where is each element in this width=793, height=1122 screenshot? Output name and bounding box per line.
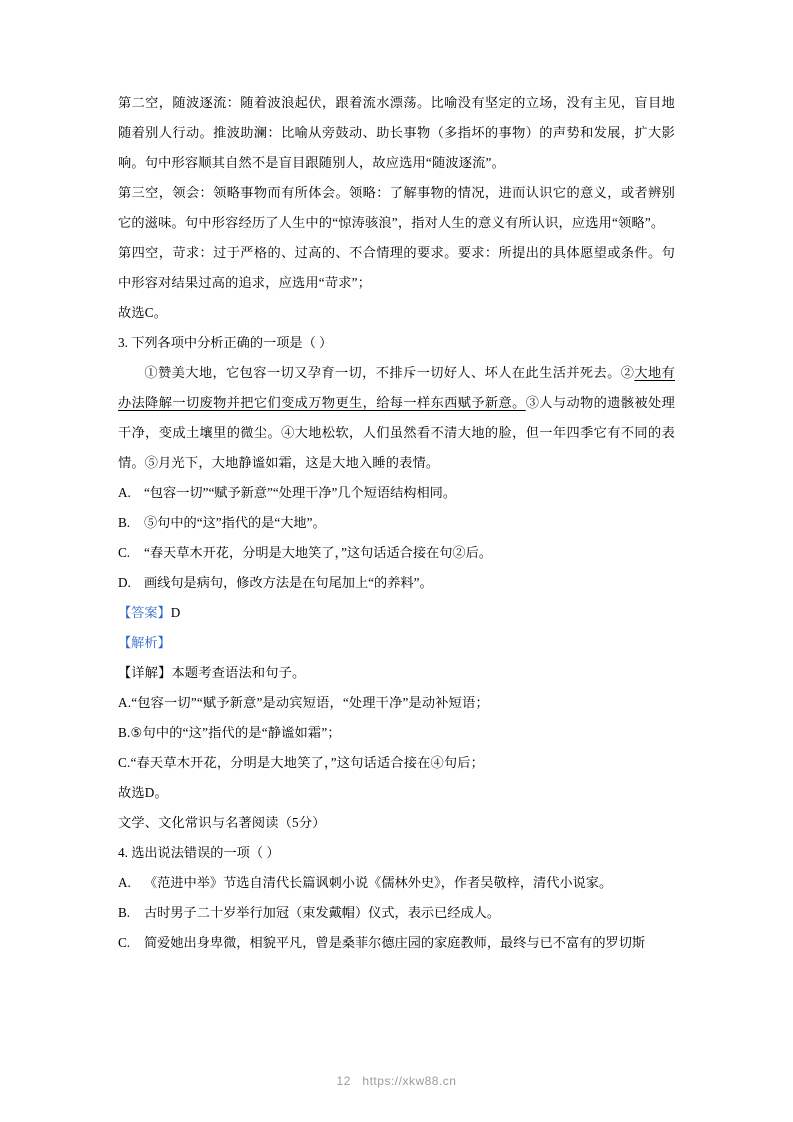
option-text: “春天草木开花，分明是大地笑了，”这句话适合接在句②后。 — [144, 545, 492, 560]
question-3-option-c[interactable] — [118, 538, 675, 568]
option-marker: A. — [118, 875, 131, 890]
option-text: 《范进中举》节选自清代长篇讽刺小说《儒林外史》，作者吴敬梓，清代小说家。 — [144, 875, 613, 890]
option-marker: C. — [118, 545, 131, 560]
section-heading: 文学、文化常识与名著阅读（5分） — [118, 815, 326, 830]
question-3-detail-b: B.⑤句中的“这”指代的是“静谧如霜”； — [118, 725, 341, 740]
option-marker: B. — [118, 905, 131, 920]
question-4-option-b[interactable] — [118, 898, 675, 928]
option-text: ⑤句中的“这”指代的是“大地”。 — [144, 515, 326, 530]
question-3-answer — [118, 598, 675, 628]
question-3-option-b[interactable] — [118, 508, 675, 538]
option-text: 简爱她出身卑微，相貌平凡，曾是桑菲尔德庄园的家庭教师，最终与已不富有的罗切斯 — [144, 935, 646, 950]
question-3-detail-a: A.“包容一切”“赋予新意”是动宾短语，“处理干净”是动补短语； — [118, 695, 489, 710]
paragraph-answer-c: 故选C。 — [118, 305, 168, 320]
question-3-option-a[interactable] — [118, 478, 675, 508]
question-3-passage: ①赞美大地，它包容一切又孕育一切，不排斥一切好人、坏人在此生活并死去。②大地有办法降解一切废物并把它们变成万物更生，给每一样东西赋予新意。③人与动物的遗骸被处理干净，变成土壤里的微尘。④大地松软，人们虽然看不清大地的脸，但一年四季它有不同的表情。⑤月光下，大地静谧如霜，这是大地入睡的表情。 — [118, 365, 676, 470]
question-4-stem: 4. 选出说法错误的一项（ ） — [118, 845, 280, 860]
paragraph-third-blank: 第三空，领会：领略事物而有所体会。领略：了解事物的情况，进而认识它的意义，或者辨别它的滋味。句中形容经历了人生中的“惊涛骇浪”，指对人生的意义有所认识，应选用“领略”。 — [118, 185, 675, 230]
paragraph-second-blank: 第二空，随波逐流：随着波浪起伏，跟着流水漂荡。比喻没有坚定的立场，没有主见，盲目地随着别人行动。推波助澜：比喻从旁鼓动、助长事物（多指坏的事物）的声势和发展，扩大影响。句中形容顺其自然不是盲目跟随别人，故应选用“随波逐流”。 — [118, 95, 675, 170]
question-4-option-a[interactable] — [118, 868, 675, 898]
question-3-analysis-label: 【解析】 — [118, 635, 171, 650]
page-number: 12 — [336, 1074, 351, 1088]
option-marker: A. — [118, 485, 131, 500]
question-3-detail-c: C.“春天草木开花，分明是大地笑了，”这句话适合接在④句后； — [118, 755, 485, 770]
option-marker: D. — [118, 575, 131, 590]
passage-rest: ③人与动物的遗骸被处理干净，变成土壤里的微尘。④大地松软，人们虽然看不清大地的脸，但一年四季它有不同的表情。⑤月光下，大地静谧如霜，这是大地入睡的表情。 — [118, 395, 676, 470]
answer-label: 【答案】 — [118, 605, 171, 620]
question-3-detail: 【详解】本题考查语法和句子。 — [118, 665, 306, 680]
question-3-detail-answer: 故选D。 — [118, 785, 168, 800]
option-text: “包容一切”“赋予新意”“处理干净”几个短语结构相同。 — [144, 485, 457, 500]
footer-site: https://xkw88.cn — [362, 1074, 457, 1088]
page-footer — [0, 1074, 793, 1088]
answer-value: D — [170, 605, 181, 620]
option-text: 画线句是病句，修改方法是在句尾加上“的养料”。 — [144, 575, 433, 590]
paragraph-fourth-blank: 第四空，苛求：过于严格的、过高的、不合情理的要求。要求：所提出的具体愿望或条件。句中形容对结果过高的追求，应选用“苛求”； — [118, 245, 675, 290]
option-marker: C. — [118, 935, 131, 950]
option-text: 古时男子二十岁举行加冠（束发戴帽）仪式，表示已经成人。 — [144, 905, 501, 920]
question-3-option-d[interactable] — [118, 568, 675, 598]
option-marker: B. — [118, 515, 131, 530]
question-3-stem: 3. 下列各项中分析正确的一项是（ ） — [118, 335, 333, 350]
question-4-option-c[interactable] — [118, 928, 675, 958]
underlined-sentence: 大地有办法降解一切废物并把它们变成万物更生，给每一样东西赋予新意。 — [118, 365, 675, 410]
